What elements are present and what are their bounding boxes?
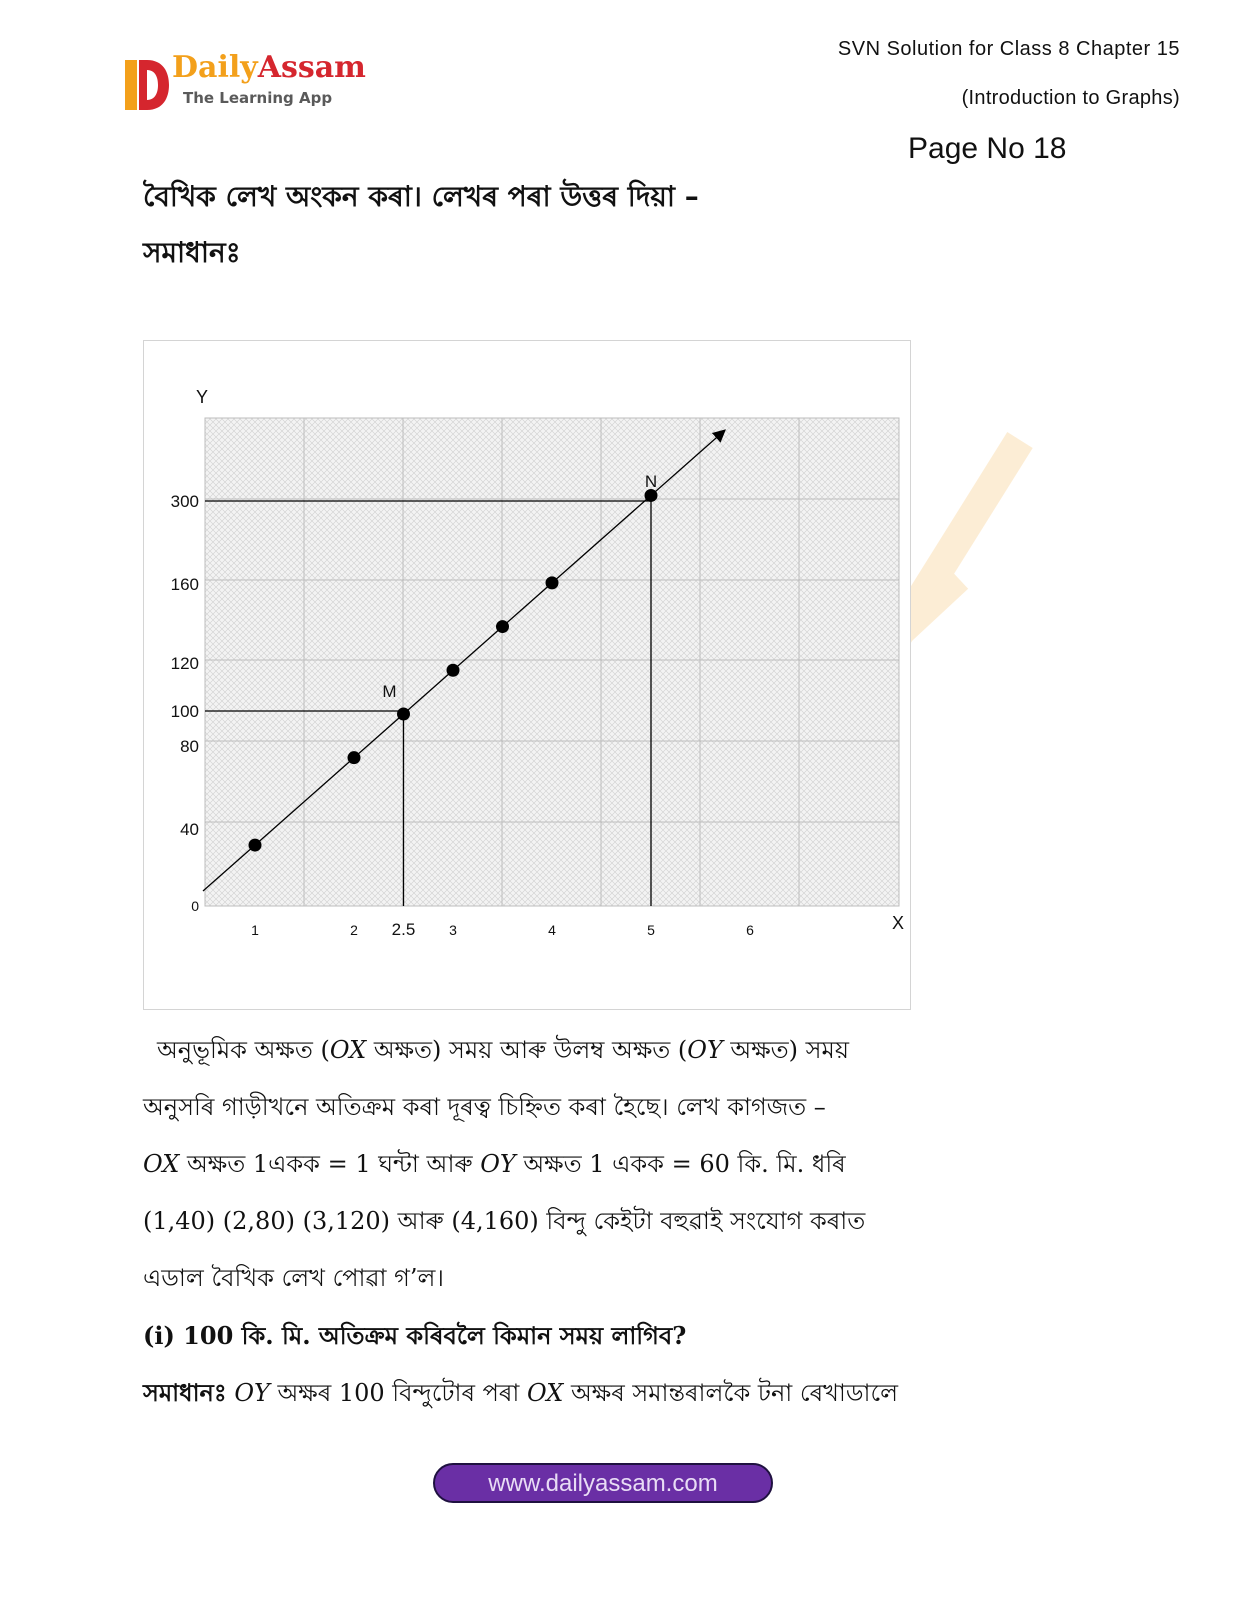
body-line3-part-b: অক্ষত 1 একক = 60 কি. মি. ধৰি: [515, 1150, 846, 1178]
y-tick-label: 80: [180, 737, 199, 756]
body-line-1: [143, 1022, 1093, 1079]
page-number: Page No 18: [908, 132, 1067, 165]
question-prompt: বৈখিক লেখ অংকন কৰা। লেখৰ পৰা উত্তৰ দিয়া –: [143, 180, 699, 213]
ox-symbol: OX: [527, 1379, 564, 1407]
x-tick-label: 2.5: [391, 920, 416, 939]
x-tick-label: 3: [449, 922, 457, 938]
body-line1-part-b: অক্ষত) সময় আৰু উলম্ব অক্ষত (: [366, 1036, 688, 1064]
line-graph-figure: [143, 340, 911, 1010]
oy-symbol: OY: [480, 1150, 516, 1178]
daily-assam-logo-icon: [125, 58, 171, 112]
body-line1-part-c: অক্ষত) সময়: [722, 1036, 849, 1064]
x-tick-label: 4: [548, 922, 556, 938]
y-axis-label: Y: [195, 387, 209, 407]
solution-label: সমাধানঃ: [143, 236, 241, 269]
data-point: [496, 620, 509, 633]
x-axis-label: X: [891, 913, 905, 933]
solution-body: [143, 1022, 1093, 1422]
ox-symbol: OX: [329, 1036, 367, 1064]
point-label-M: M: [382, 682, 397, 701]
data-point: [249, 839, 262, 852]
y-tick-label: 0: [191, 898, 199, 914]
x-tick-label: 1: [251, 922, 259, 938]
x-tick-label: 6: [746, 922, 754, 938]
logo-tagline: The Learning App: [183, 89, 333, 107]
logo-brand-name[interactable]: [172, 50, 366, 85]
y-tick-label: 160: [170, 575, 199, 594]
body-line-4: (1,40) (2,80) (3,120) আৰু (4,160) বিন্দু কেইটা বহুৱাই সংযোগ কৰাত: [143, 1207, 866, 1235]
solution-line-part-b: অক্ষৰ সমান্তৰালকৈ টনা ৰেখাডালে: [563, 1379, 898, 1407]
ox-symbol: OX: [143, 1150, 180, 1178]
y-tick-label: 120: [170, 654, 199, 673]
body-line1-part-a: অনুভূমিক অক্ষত (: [157, 1036, 330, 1064]
point-label-N: N: [644, 472, 658, 491]
data-point: [397, 707, 410, 720]
oy-symbol: OY: [234, 1379, 270, 1407]
y-tick-label: 40: [180, 820, 199, 839]
body-line-5: এডাল বৈখিক লেখ পোৱা গ’ল।: [143, 1264, 444, 1292]
data-point: [546, 576, 559, 589]
website-link[interactable]: www.dailyassam.com: [433, 1463, 773, 1503]
oy-symbol: OY: [687, 1036, 723, 1064]
y-tick-label: 100: [170, 702, 199, 721]
line-graph-svg: [144, 341, 910, 1009]
body-line-2: অনুসৰি গাড়ীখনে অতিক্ৰম কৰা দূৰত্ব চিহ্নিত কৰা হৈছে। লেখ কাগজত –: [143, 1093, 826, 1121]
solution-line-1: [143, 1364, 1093, 1422]
y-tick-label: 300: [170, 492, 199, 511]
data-point: [447, 664, 460, 677]
x-tick-label: 2: [350, 922, 358, 938]
plot-area-background: [205, 418, 899, 906]
solution-line-label: সমাধানঃ: [143, 1378, 227, 1407]
body-line3-part-a: অক্ষত 1একক = 1 ঘন্টা আৰু: [179, 1150, 481, 1178]
logo-brand-part1: Daily: [172, 50, 258, 85]
data-point: [348, 751, 361, 764]
solution-line-part-a: অক্ষৰ 100 বিন্দুটোৰ পৰা: [269, 1379, 527, 1407]
x-tick-label: 5: [647, 922, 655, 938]
body-line-3: [143, 1136, 1093, 1193]
header-title-line2: (Introduction to Graphs): [961, 87, 1180, 109]
sub-question-1: (i) 100 কি. মি. অতিক্ৰম কৰিবলৈ কিমান সময় লাগিব?: [143, 1321, 687, 1350]
header-title-line1: SVN Solution for Class 8 Chapter 15: [837, 38, 1180, 60]
logo-brand-part2: Assam: [257, 50, 366, 85]
